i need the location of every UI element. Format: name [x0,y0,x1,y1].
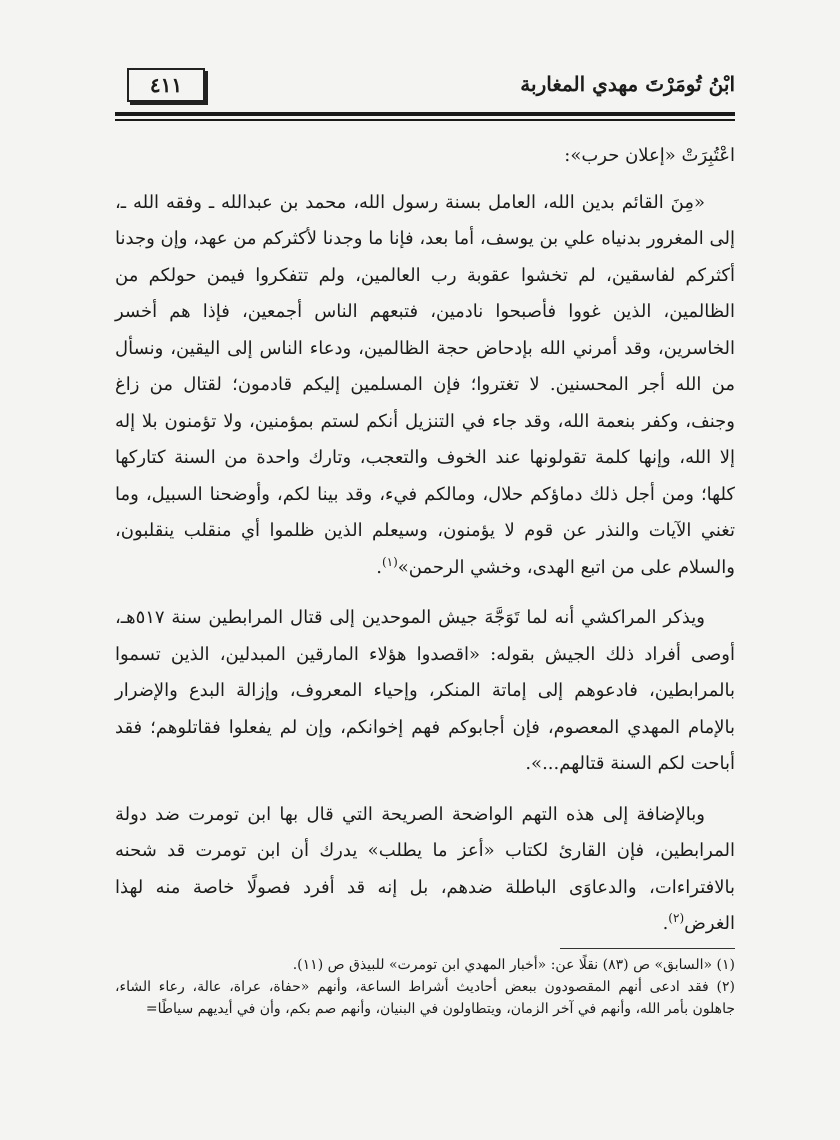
accusations-paragraph [115,797,735,943]
footnote-1: (١) «السابق» ص (٨٣) نقلًا عن: «أخبار المهدي ابن تومرت» للبيذق ص (١١). [292,957,735,973]
letter-text: «مِنَ القائم بدين الله، العامل بسنة رسول الله، محمد بن عبدالله ـ وفقه الله ـ، إلى المغرور بدنياه علي بن يوسف، أما بعد، فإنا ما وجدنا لأكثركم من عهد، وإن وجدنا أكثركم لفاسقين، لم تخشوا عقوبة رب العالمين، ولم تتفكروا فيمن حولكم من الظالمين، الذين غووا فأصبحوا نادمين، فتبعهم الناس أجمعين، فإذا هم أخسر الخاسرين، وقد أمرني الله بإدحاض حجة الظالمين، ودعاء الناس إلى اليقين، ونسأل من الله أجر المحسنين. لا تغتروا؛ فإن المسلمين إليكم قادمون؛ لقتال من زاغ وجنف، وكفر بنعمة الله، وقد جاء في التنزيل أنكم لستم بمؤمنين، ولا تؤمنون بلا إله إلا الله، وإنها كلمة تقولونها عند الخوف والتعجب، وتارك واحدة من السنة كتاركها كلها؛ ومن أجل ذلك دماؤكم حلال، ومالكم فيء، وقد بينا لكم، وأوضحنا السبيل، وما تغني الآيات والنذر عن قوم لا يؤمنون، وسيعلم الذين ظلموا أي منقلب ينقلبون، والسلام على من اتبع الهدى، وخشي الرحمن» [115,191,735,578]
marrakushi-paragraph: ويذكر المراكشي أنه لما تَوَجَّهَ جيش الموحدين إلى قتال المرابطين سنة ٥١٧هـ، أوصى أفراد ذلك الجيش بقوله: «اقصدوا هؤلاء المارقين المبدلين، الذين تسموا بالمرابطين، فادعوهم إلى إماتة المنكر، وإحياء المعروف، وإزالة البدع والإضرار بالإمام المهدي المعصوم، فإن أجابوكم فهم إخوانكم، وإن لم يفعلوا فقاتلوهم؛ فقد أباحت لكم السنة قتالهم...». [115,607,735,774]
footnote-separator [560,948,735,949]
letter-end: . [376,556,382,578]
footnotes [115,954,735,1020]
accusations-text: وبالإضافة إلى هذه التهم الواضحة الصريحة التي قال بها ابن تومرت ضد دولة المرابطين، فإن القارئ لكتاب «أعز ما يطلب» يدرك أن ابن تومرت قد شحنه بالافتراءات، والدعاوَى الباطلة ضدهم، بل إنه قد أفرد فصولًا خاصة منه لهذا الغرض [115,803,735,934]
footnote-2: (٢) فقد ادعى أنهم المقصودون ببعض أحاديث أشراط الساعة، وأنهم «حفاة، عراة، عالة، رعاء الشاء، جاهلون بأمر الله، وأنهم في آخر الزمان، ويتطاولون في البنيان، وأنهم صم بكم، وأن في أيديهم سياطًا= [115,979,735,1017]
header-rule-thick [115,112,735,116]
footnote-ref-1[interactable]: (١) [381,554,398,569]
page-header [115,66,735,106]
page-number: ٤١١ [127,68,205,102]
main-text [115,138,735,957]
running-title: ابْنُ تُومَرْتَ مهدي المغاربة [520,72,735,96]
accusations-end: . [662,913,669,934]
header-rule-thin [115,119,735,121]
section-heading: اعْتُبِرَتْ «إعلان حرب»: [564,145,735,166]
letter-paragraph [115,185,735,587]
footnote-ref-2[interactable]: (٢) [668,911,685,925]
